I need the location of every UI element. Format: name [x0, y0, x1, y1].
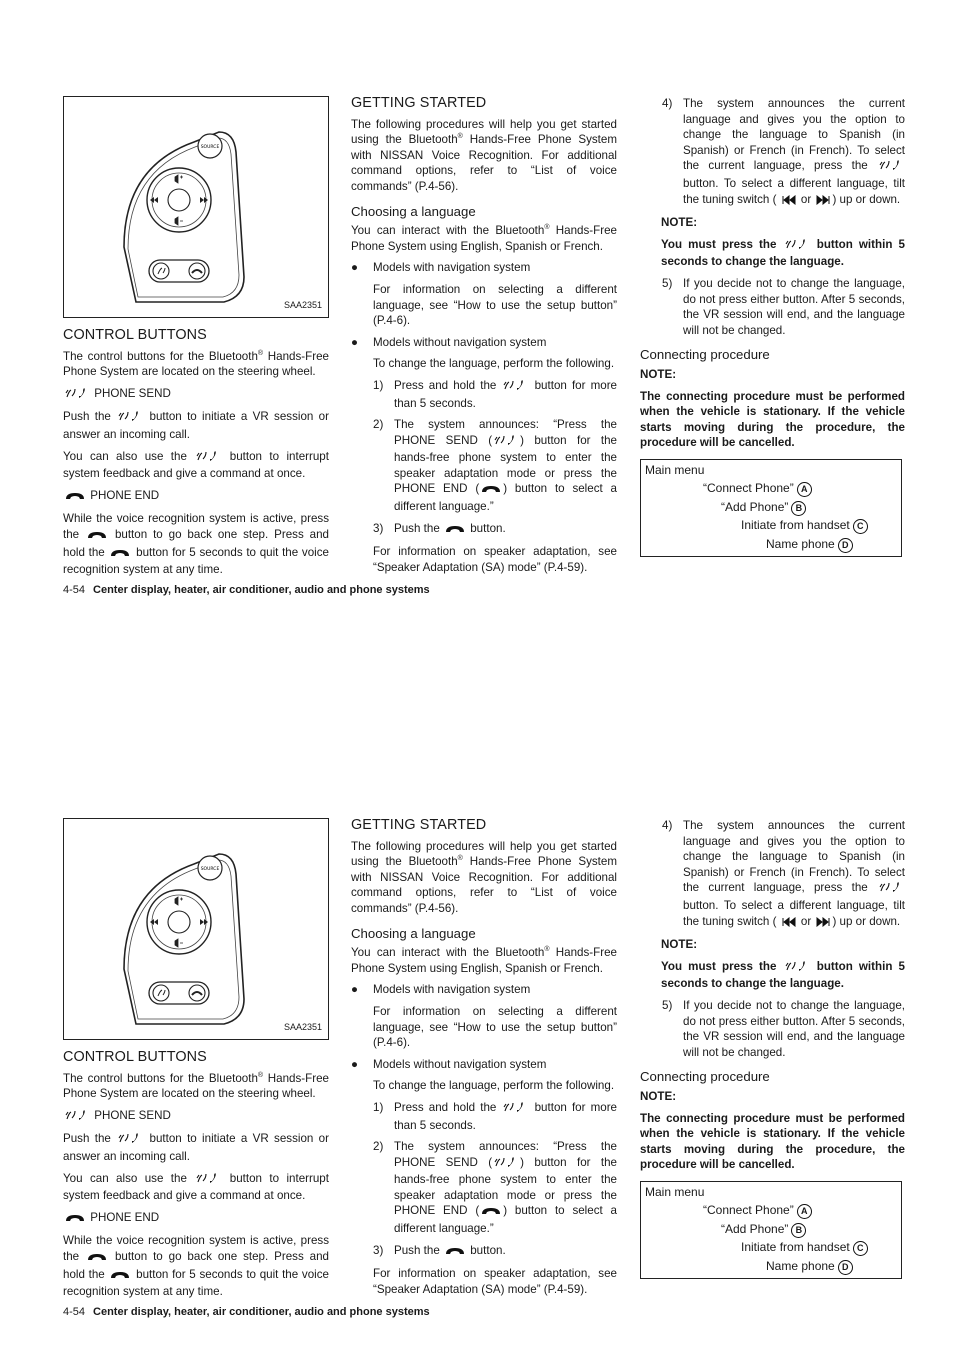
- page-footer: 4-54 Center display, heater, air conditioner, audio and phone systems: [63, 584, 430, 596]
- phone-end-label: PHONE END: [63, 488, 329, 506]
- phone-end-icon: [86, 529, 108, 545]
- choosing-language-heading: Choosing a language: [351, 925, 476, 941]
- column-1: [63, 818, 329, 1306]
- connecting-procedure-heading: Connecting procedure: [640, 347, 770, 363]
- seek-forward-icon: [815, 916, 831, 932]
- phone-end-icon: [480, 1205, 502, 1221]
- phone-end-icon: [480, 483, 502, 499]
- phone-end-icon: [444, 1245, 466, 1261]
- menu-name-phone: Name phone D: [766, 1259, 853, 1275]
- menu-add-phone: “Add Phone” B: [721, 1222, 806, 1238]
- seek-forward-icon: [815, 194, 831, 210]
- connecting-note-text: The connecting procedure must be performed when the vehicle is stationary. If the vehicle starts moving during the procedure, the procedure will be cancelled.: [640, 389, 905, 450]
- menu-connect-phone: “Connect Phone” A: [703, 481, 812, 497]
- steering-wheel-illustration: [64, 97, 328, 317]
- steering-wheel-illustration: [64, 819, 328, 1039]
- step-1: 1) Press and hold the button for more than 5 seconds.: [373, 378, 618, 410]
- note-label: NOTE:: [661, 216, 698, 230]
- connecting-procedure-heading: Connecting procedure: [640, 1069, 770, 1085]
- phone-end-icon: [64, 490, 86, 506]
- phone-end-icon: [86, 1251, 108, 1267]
- step-3: 3) Push the button.: [351, 1243, 617, 1261]
- seek-back-icon: [781, 194, 797, 210]
- with-navigation-text: For information on selecting a different language, see “How to use the setup button” (P.4-6).: [373, 1004, 617, 1050]
- phone-send-text-2: You can also use the button to interrupt system feedback and give a command at once.: [63, 449, 329, 481]
- main-menu-diagram: [640, 1181, 902, 1279]
- phone-send-icon: [502, 1101, 528, 1118]
- phone-send-icon: [117, 1132, 143, 1149]
- step-3: 3) Push the button.: [351, 521, 617, 539]
- control-buttons-intro: The control buttons for the Bluetooth® Hands-Free Phone System are located on the steering wheel.: [63, 1071, 329, 1101]
- phone-send-label: PHONE SEND: [63, 1108, 329, 1126]
- bullet-without-navigation: ● Models without navigation system: [351, 1057, 547, 1071]
- phone-send-icon: [195, 450, 221, 467]
- phone-send-text-1: Push the button to initiate a VR session or answer an incoming call.: [63, 1132, 329, 1163]
- column-2: [351, 818, 617, 1303]
- phone-send-icon: [117, 410, 143, 427]
- steering-controls-figure: [63, 818, 329, 1040]
- phone-send-icon: [493, 1156, 519, 1173]
- control-buttons-intro: The control buttons for the Bluetooth® Hands-Free Phone System are located on the steering wheel.: [63, 349, 329, 379]
- figure-code: SAA2351: [283, 1022, 322, 1033]
- step-5: 5) If you decide not to change the language, do not press either button. After 5 seconds, the VR session will end, and the language will not be changed.: [662, 276, 905, 337]
- without-navigation-text: To change the language, perform the following.: [373, 1079, 615, 1093]
- menu-main: Main menu: [645, 462, 705, 477]
- phone-send-icon: [195, 1172, 221, 1189]
- phone-send-text-2: You can also use the button to interrupt system feedback and give a command at once.: [63, 1171, 329, 1203]
- menu-main: Main menu: [645, 1184, 705, 1199]
- phone-end-label: PHONE END: [63, 1210, 329, 1228]
- getting-started-text: The following procedures will help you get started using the Bluetooth® Hands-Free Phone System with NISSAN Voice Recognition. For additional command options, refer to “List of voice commands” (P.4-56).: [351, 117, 617, 193]
- column-2: [351, 96, 617, 581]
- column-3: [640, 818, 905, 1279]
- figure-code: SAA2351: [283, 300, 322, 311]
- getting-started-heading: GETTING STARTED: [351, 817, 487, 833]
- bullet-without-navigation: ● Models without navigation system: [351, 335, 547, 349]
- choosing-language-heading: Choosing a language: [351, 203, 476, 219]
- phone-send-icon: [784, 960, 810, 977]
- phone-end-text: While the voice recognition system is active, press the button to go back one step. Press and hold the button for 5 seconds to quit the voice recognition system at any time.: [63, 512, 329, 577]
- getting-started-text: The following procedures will help you get started using the Bluetooth® Hands-Free Phone System with NISSAN Voice Recognition. For additional command options, refer to “List of voice commands” (P.4-56).: [351, 839, 617, 915]
- phone-send-label: PHONE SEND: [63, 386, 329, 404]
- with-navigation-text: For information on selecting a different language, see “How to use the setup button” (P.4-6).: [373, 282, 617, 328]
- step-1: 1) Press and hold the button for more than 5 seconds.: [373, 1100, 618, 1132]
- phone-end-icon: [444, 523, 466, 539]
- phone-send-text-1: Push the button to initiate a VR session or answer an incoming call.: [63, 410, 329, 441]
- phone-send-icon: [493, 434, 519, 451]
- steering-controls-figure: [63, 96, 329, 318]
- page-bottom: [0, 818, 954, 1328]
- speaker-adaptation-text: For information on speaker adaptation, see “Speaker Adaptation (SA) mode” (P.4-59).: [373, 545, 617, 574]
- phone-send-icon: [878, 159, 904, 176]
- menu-name-phone: Name phone D: [766, 537, 853, 553]
- phone-send-icon: [784, 238, 810, 255]
- choosing-language-text: You can interact with the Bluetooth® Hands-Free Phone System using English, Spanish or French.: [351, 224, 617, 253]
- main-menu-diagram: [640, 459, 902, 557]
- without-navigation-text: To change the language, perform the following.: [373, 357, 615, 371]
- phone-send-icon: [878, 881, 904, 898]
- step-4: 4) The system announces the current language and gives you the option to change the language to Spanish (in Spanish) or French (in French). To select the current language, press the button. To select a different language, tilt the tuning switch ( or ) up or down.: [640, 96, 905, 209]
- speaker-adaptation-text: For information on speaker adaptation, see “Speaker Adaptation (SA) mode” (P.4-59).: [373, 1267, 617, 1296]
- page-top: [0, 96, 954, 606]
- phone-end-text: While the voice recognition system is active, press the button to go back one step. Press and hold the button for 5 seconds to quit the voice recognition system at any time.: [63, 1234, 329, 1299]
- page-footer: 4-54 Center display, heater, air conditioner, audio and phone systems: [63, 1306, 430, 1318]
- menu-initiate-from-handset: Initiate from handset C: [741, 518, 868, 534]
- phone-end-icon: [109, 1269, 131, 1285]
- step-2: 2) The system announces: “Press the PHONE SEND ( ) button for the hands-free phone system to enter the speaker adaptation mode or press the PHONE END ( ) button to select a different language.”: [373, 1140, 618, 1236]
- menu-add-phone: “Add Phone” B: [721, 500, 806, 516]
- phone-send-icon: [502, 379, 528, 396]
- seek-back-icon: [781, 916, 797, 932]
- note-label: NOTE:: [640, 367, 677, 381]
- source-button-label: SOURCE: [200, 145, 220, 150]
- getting-started-heading: GETTING STARTED: [351, 95, 487, 111]
- note-text: You must press the button within 5 seconds to change the language.: [661, 237, 905, 269]
- menu-connect-phone: “Connect Phone” A: [703, 1203, 812, 1219]
- menu-initiate-from-handset: Initiate from handset C: [741, 1240, 868, 1256]
- note-label: NOTE:: [661, 938, 698, 952]
- phone-end-icon: [64, 1212, 86, 1228]
- phone-send-icon: [64, 1109, 90, 1126]
- choosing-language-text: You can interact with the Bluetooth® Hands-Free Phone System using English, Spanish or French.: [351, 946, 617, 975]
- step-2: 2) The system announces: “Press the PHONE SEND ( ) button for the hands-free phone system to enter the speaker adaptation mode or press the PHONE END ( ) button to select a different language.”: [373, 418, 618, 514]
- step-4: 4) The system announces the current language and gives you the option to change the language to Spanish (in Spanish) or French (in French). To select the current language, press the button. To select a different language, tilt the tuning switch ( or ) up or down.: [640, 818, 905, 931]
- control-buttons-heading: CONTROL BUTTONS: [63, 327, 207, 343]
- control-buttons-heading: CONTROL BUTTONS: [63, 1049, 207, 1065]
- note-text: You must press the button within 5 seconds to change the language.: [661, 959, 905, 991]
- column-3: [640, 96, 905, 557]
- column-1: [63, 96, 329, 584]
- phone-end-icon: [109, 547, 131, 563]
- step-5: 5) If you decide not to change the language, do not press either button. After 5 seconds, the VR session will end, and the language will not be changed.: [662, 998, 905, 1059]
- source-button-label: SOURCE: [200, 867, 220, 872]
- bullet-with-navigation: ● Models with navigation system: [351, 261, 531, 275]
- note-label: NOTE:: [640, 1089, 677, 1103]
- connecting-note-text: The connecting procedure must be performed when the vehicle is stationary. If the vehicle starts moving during the procedure, the procedure will be cancelled.: [640, 1111, 905, 1172]
- bullet-with-navigation: ● Models with navigation system: [351, 983, 531, 997]
- phone-send-icon: [64, 387, 90, 404]
